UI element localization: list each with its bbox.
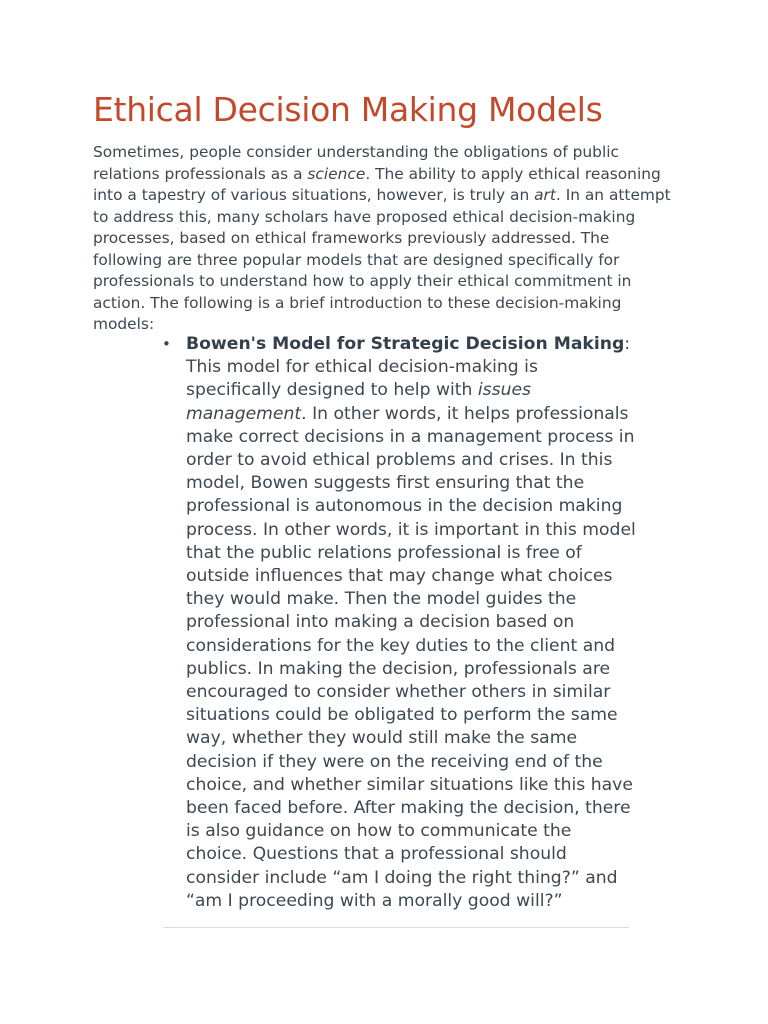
bullet-icon: • xyxy=(162,335,171,353)
intro-text-1: Sometimes, people consider understanding the obligations of public relations professionals as a xyxy=(93,143,619,183)
intro-text-2: . The ability to apply ethical reasoning into a tapestry of various situations, however, is truly an xyxy=(93,164,661,204)
section-divider xyxy=(163,927,629,928)
model-heading: Bowen's Model for Strategic Decision Making xyxy=(186,334,625,354)
model-description xyxy=(186,357,636,911)
intro-emphasis-science: science xyxy=(307,164,366,183)
intro-text-3: . In an attempt to address this, many scholars have proposed ethical decision-making processes, based on ethical frameworks previously addressed. The following are three popular models that are designed specifically for professionals to understand how to apply their ethical commitment in action. The following is a brief introduction to these decision-making models: xyxy=(93,186,671,333)
model-text-1: This model for ethical decision-making is specifically designed to help with xyxy=(186,357,538,401)
page-title: Ethical Decision Making Models xyxy=(93,90,603,129)
model-emphasis-issues-management: issues management xyxy=(186,380,531,424)
intro-emphasis-art: art xyxy=(534,186,556,204)
model-text-2: . In other words, it helps professionals make correct decisions in a management process in order to avoid ethical problems and crises. In this model, Bowen suggests first ensuring that the professional is autonomous in the decision making process. In other words, it is important in this model that the public relations professional is free of outside influences that may change what choices they would make. Then the model guides the professional into making a decision based on considerations for the key duties to the client and publics. In making the decision, professionals are encouraged to consider whether others in similar situations could be obligated to perform the same way, whether they would still make the same decision if they were on the receiving end of the choice, and whether similar situations like this have been faced before. After making the decision, there is also guidance on how to communicate the choice. Questions that a professional should consider include “am I doing the right thing?” and “am I proceeding with a morally good will?” xyxy=(186,403,636,911)
list-item-bowens-model xyxy=(162,333,636,913)
intro-paragraph xyxy=(93,142,683,336)
models-list xyxy=(162,333,636,913)
model-heading-colon: : xyxy=(624,334,631,354)
